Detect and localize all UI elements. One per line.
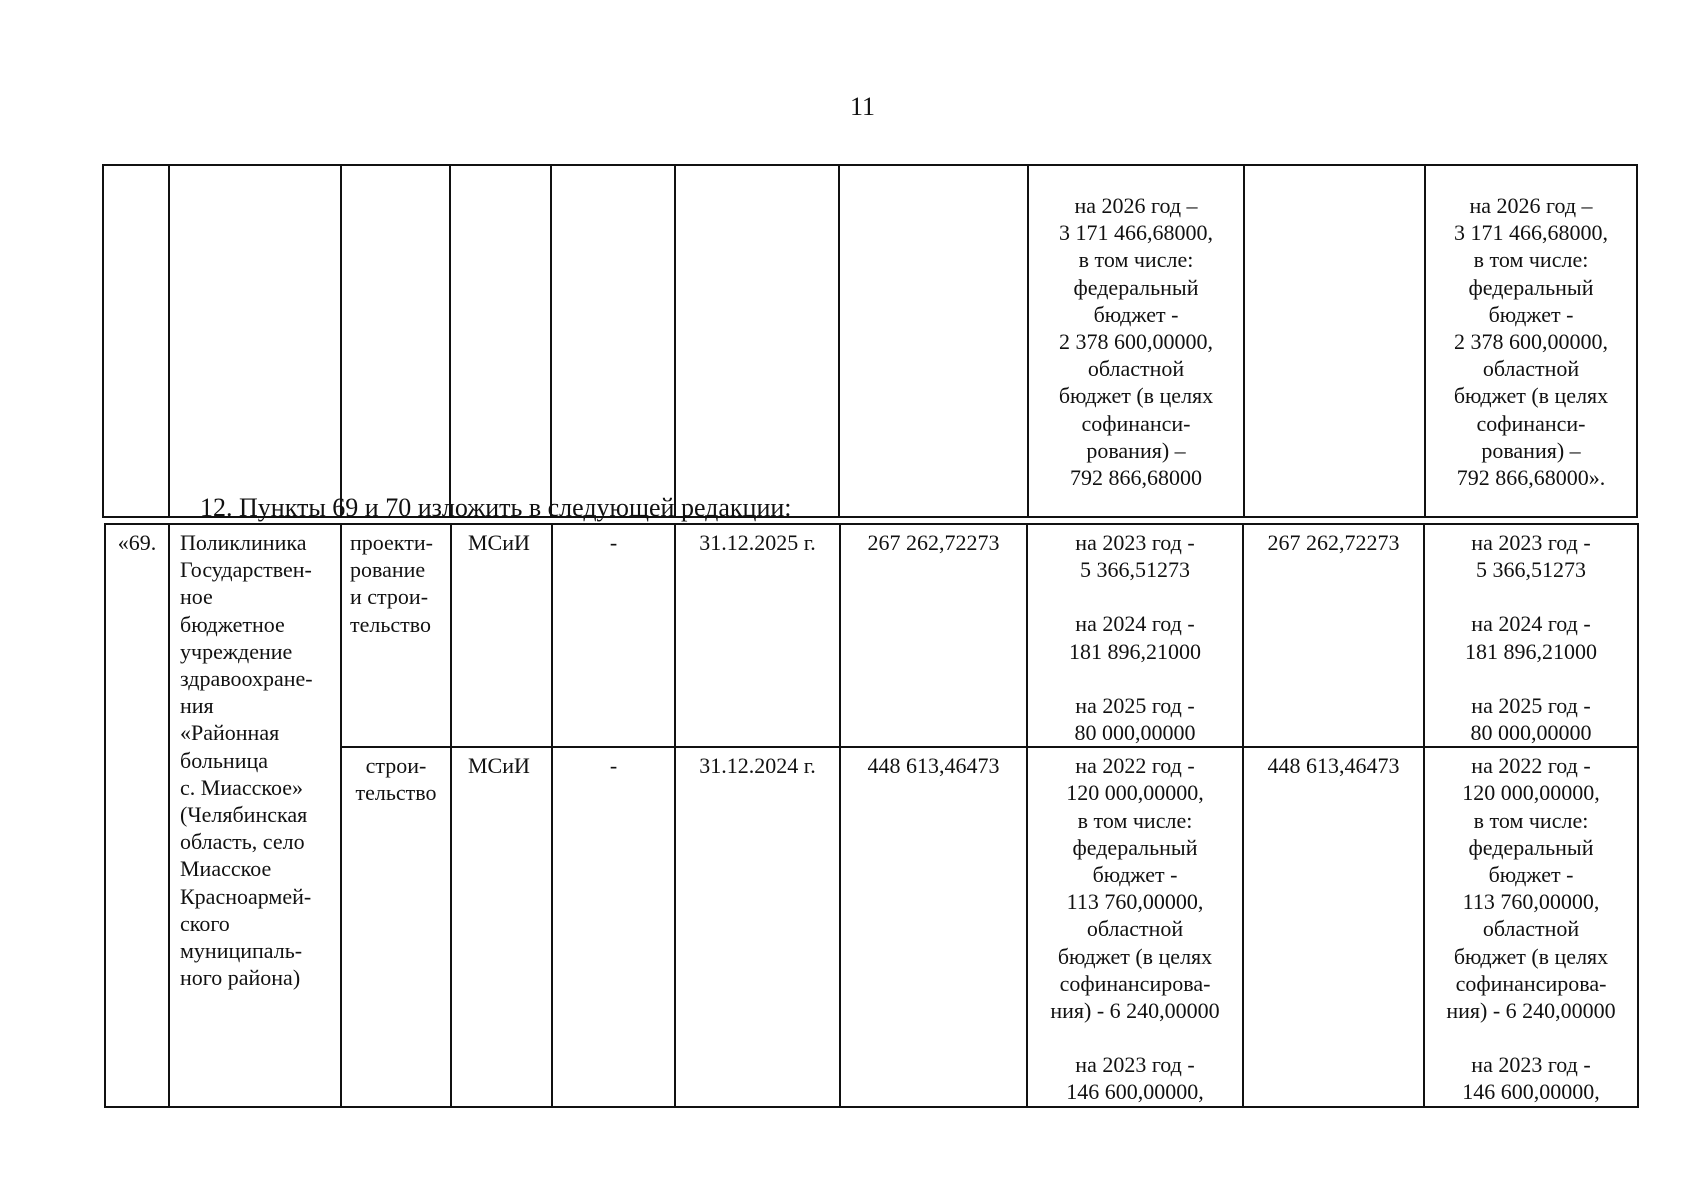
text-line: на 2026 год –: [1074, 193, 1198, 218]
text-line: софинанси-: [1081, 410, 1191, 436]
text-line: учреждение: [180, 638, 293, 664]
financing-line: 113 760,00000,: [1066, 889, 1204, 915]
group-spacer: [1425, 1024, 1637, 1051]
text-line: «Районная: [180, 720, 280, 746]
text-line: Государствен-: [180, 557, 312, 583]
financing-line: бюджет (в целях: [1453, 943, 1609, 969]
financing-line: областной: [1086, 916, 1184, 942]
financing-new-lines: [1426, 192, 1636, 491]
text-line: 2 378 600,00000,: [1059, 329, 1213, 355]
text-line: бюджет (в целях: [1453, 383, 1609, 409]
deadline: 31.12.2025 г.: [675, 524, 840, 747]
text-line: Поликлиника: [180, 530, 307, 555]
text-line: бюджетное: [180, 611, 285, 637]
financing-cell: [1027, 747, 1243, 1106]
text-line: в том числе:: [1473, 247, 1589, 273]
estimated-cost: 448 613,46473: [840, 747, 1027, 1106]
financing-line: софинансирова-: [1455, 970, 1607, 996]
text-line: ния: [180, 693, 214, 719]
financing-line: 80 000,00000: [1074, 720, 1196, 746]
financing-line: 80 000,00000: [1470, 720, 1592, 746]
text-line: бюджет -: [1488, 301, 1574, 327]
financing-line: на 2023 год -: [1471, 1052, 1591, 1078]
group-spacer: [1028, 665, 1242, 692]
financing-new-cell: [1424, 747, 1638, 1106]
financing-line: на 2025 год -: [1471, 692, 1591, 718]
text-line: 3 171 466,68000,: [1454, 220, 1608, 246]
text-line: софинанси-: [1476, 410, 1586, 436]
financing-line: на 2023 год -: [1075, 1052, 1195, 1078]
financing-line: 181 896,21000: [1069, 638, 1201, 664]
text-line: 792 866,68000: [1070, 465, 1202, 491]
group-spacer: [1028, 1024, 1242, 1051]
financing-line: 5 366,51273: [1476, 557, 1586, 583]
capacity: -: [552, 524, 675, 747]
text-line: тельство: [355, 780, 437, 806]
text-line: федеральный: [1468, 274, 1594, 300]
text-line: область, село: [180, 829, 305, 855]
table-row: [103, 165, 1637, 517]
estimated-cost-new: 448 613,46473: [1243, 747, 1424, 1106]
financing-line: 5 366,51273: [1080, 557, 1190, 583]
work-type-cell: [341, 747, 451, 1106]
text-line: муниципаль-: [180, 938, 303, 964]
text-line: и строи-: [350, 584, 429, 610]
text-line: здравоохране-: [180, 666, 313, 692]
financing-line: ния) - 6 240,00000: [1050, 998, 1220, 1024]
empty-cell: [341, 165, 450, 517]
financing-line: бюджет (в целях: [1057, 943, 1213, 969]
text-line: в том числе:: [1078, 247, 1194, 273]
financing-line: 146 600,00000,: [1462, 1079, 1600, 1105]
text-line: больница: [180, 747, 268, 773]
work-type-cell: [341, 524, 451, 747]
financing-cell: [1027, 524, 1243, 747]
text-line: областной: [1087, 356, 1185, 382]
capacity: -: [552, 747, 675, 1106]
group-spacer: [1028, 583, 1242, 610]
text-line: ное: [180, 584, 213, 610]
financing-groups: [1028, 752, 1242, 1105]
text-line: 3 171 466,68000,: [1059, 220, 1213, 246]
text-line: федеральный: [1073, 274, 1199, 300]
financing-line: 113 760,00000,: [1462, 889, 1600, 915]
text-line: Миасское: [180, 856, 272, 882]
estimated-cost: 267 262,72273: [840, 524, 1027, 747]
work-type: [342, 752, 450, 806]
financing-new-groups: [1425, 752, 1637, 1105]
financing-line: на 2024 год -: [1471, 611, 1591, 637]
text-line: 2 378 600,00000,: [1454, 329, 1608, 355]
financing-new-cell: [1425, 165, 1637, 517]
deadline: 31.12.2024 г.: [675, 747, 840, 1106]
empty-cell: [169, 165, 341, 517]
financing-line: 120 000,00000,: [1066, 780, 1204, 806]
text-line: рования) –: [1086, 437, 1186, 463]
text-line: тельство: [350, 611, 432, 637]
financing-line: бюджет -: [1092, 862, 1178, 888]
page-number: 11: [849, 92, 876, 121]
empty-cell: [450, 165, 551, 517]
text-line: ского: [180, 910, 230, 936]
financing-groups: [1028, 529, 1242, 746]
text-line: с. Миасское»: [180, 774, 303, 800]
financing-line: на 2023 год -: [1471, 530, 1591, 555]
empty-cell: [675, 165, 839, 517]
empty-cell: [551, 165, 675, 517]
estimated-cost-new: 267 262,72273: [1243, 524, 1424, 747]
financing-line: 120 000,00000,: [1462, 780, 1600, 806]
group-spacer: [1425, 665, 1637, 692]
continued-table: [102, 164, 1638, 518]
text-line: ного района): [180, 965, 301, 991]
text-line: бюджет -: [1093, 301, 1179, 327]
customer: МСиИ: [451, 747, 552, 1106]
amendment-instruction: 12. Пункты 69 и 70 изложить в следующей редакции:: [200, 493, 792, 522]
text-line: областной: [1482, 356, 1580, 382]
financing-line: бюджет -: [1488, 862, 1574, 888]
object-name: [180, 529, 334, 991]
group-spacer: [1425, 583, 1637, 610]
table-row: [105, 524, 1638, 747]
financing-line: областной: [1482, 916, 1580, 942]
customer: МСиИ: [451, 524, 552, 747]
text-line: бюджет (в целях: [1058, 383, 1214, 409]
financing-line: на 2022 год -: [1075, 753, 1195, 779]
financing-line: федеральный: [1072, 834, 1198, 860]
item-number: «69.: [105, 524, 169, 1107]
empty-cell: [103, 165, 169, 517]
text-line: Красноармей-: [180, 883, 312, 909]
text-line: рования) –: [1481, 437, 1581, 463]
financing-new-cell: [1424, 524, 1638, 747]
financing-line: на 2025 год -: [1075, 692, 1195, 718]
empty-cell: [1244, 165, 1425, 517]
financing-cell: [1028, 165, 1244, 517]
financing-line: в том числе:: [1077, 807, 1193, 833]
financing-line: ния) - 6 240,00000: [1446, 998, 1616, 1024]
work-type: [350, 529, 450, 638]
financing-line: федеральный: [1468, 834, 1594, 860]
financing-line: 146 600,00000,: [1066, 1079, 1204, 1105]
text-line: рование: [350, 557, 426, 583]
object-name-cell: [169, 524, 341, 1107]
text-line: 792 866,68000».: [1456, 465, 1606, 491]
financing-line: на 2023 год -: [1075, 530, 1195, 555]
financing-new-groups: [1425, 529, 1637, 746]
empty-cell: [839, 165, 1028, 517]
financing-line: на 2022 год -: [1471, 753, 1591, 779]
objects-table: [104, 523, 1639, 1108]
financing-lines: [1029, 192, 1243, 491]
financing-line: софинансирова-: [1059, 970, 1211, 996]
text-line: проекти-: [350, 530, 433, 555]
text-line: строи-: [365, 753, 427, 779]
financing-line: в том числе:: [1473, 807, 1589, 833]
financing-line: на 2024 год -: [1075, 611, 1195, 637]
text-line: на 2026 год –: [1469, 193, 1593, 218]
text-line: (Челябинская: [180, 802, 308, 828]
financing-line: 181 896,21000: [1465, 638, 1597, 664]
